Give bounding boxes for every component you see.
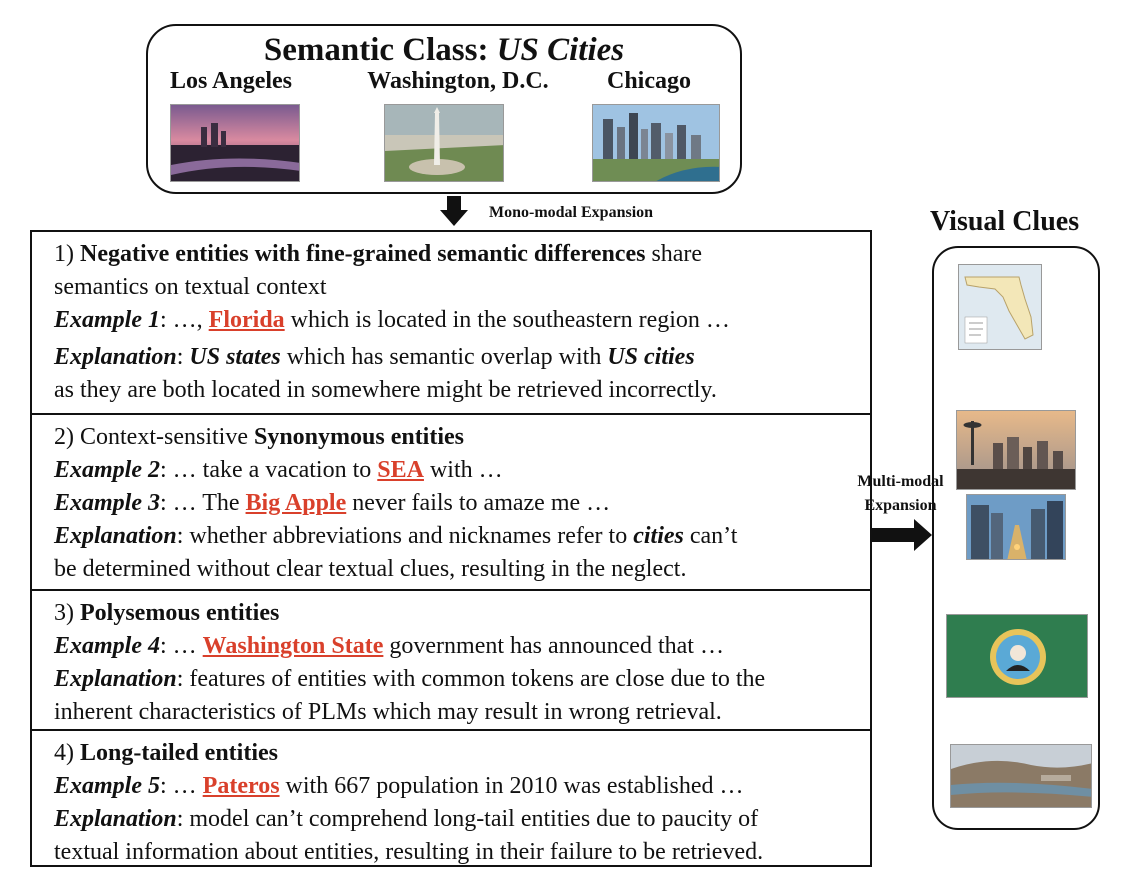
city-label-chicago: Chicago: [607, 68, 691, 94]
entity-pateros: Pateros: [202, 773, 280, 799]
chicago-photo: [592, 104, 720, 182]
section-synonymous-entities: [32, 415, 870, 589]
right-arrow-icon: [914, 519, 932, 551]
entity-sea: SEA: [377, 457, 424, 483]
section-3-explanation-cont: inherent characteristics of PLMs which may result in wrong retrieval.: [54, 699, 722, 725]
section-negative-entities: [32, 232, 870, 413]
section-1-heading-cont: semantics on textual context: [54, 274, 327, 300]
section-1-example-1: Example 1: …, Florida which is located in the southeastern region …: [54, 307, 730, 333]
section-2-explanation-cont: be determined without clear textual clues, resulting in the neglect.: [54, 556, 687, 582]
multi-modal-expansion-label: Multi-modal Expansion: [857, 473, 944, 514]
entity-big-apple: Big Apple: [245, 490, 347, 516]
mono-modal-expansion-label: Mono-modal Expansion: [489, 204, 654, 221]
semantic-class-box: [146, 24, 742, 194]
visual-clues-title: Visual Clues: [930, 206, 1080, 237]
section-3-explanation: Explanation: features of entities with common tokens are close due to the: [54, 666, 766, 692]
section-1-explanation: Explanation: US states which has semantic overlap with US cities: [54, 344, 695, 370]
section-polysemous-entities: [32, 591, 870, 729]
seattle-skyline-image: [956, 410, 1076, 490]
section-2-explanation: Explanation: whether abbreviations and nicknames refer to cities can’t: [54, 523, 738, 549]
section-4-example-5: Example 5: … Pateros with 667 population in 2010 was established …: [54, 773, 744, 799]
section-3-heading: 3) Polysemous entities: [54, 600, 280, 626]
section-4-heading: 4) Long-tailed entities: [54, 740, 278, 766]
washington-flag-image: [946, 614, 1088, 698]
section-long-tailed-entities: [32, 731, 870, 867]
section-3-example-4: Example 4: … Washington State government has announced that …: [54, 633, 724, 659]
section-2-heading: 2) Context-sensitive Synonymous entities: [54, 424, 465, 450]
washington-photo: [384, 104, 504, 182]
los-angeles-photo: [170, 104, 300, 182]
down-arrow-stem: [447, 196, 461, 210]
section-2-example-2: Example 2: … take a vacation to SEA with …: [54, 457, 503, 483]
pateros-landscape-image: [950, 744, 1092, 808]
right-arrow-stem: [870, 528, 916, 542]
section-1-heading: 1) Negative entities with fine-grained semantic differences share: [54, 241, 703, 267]
entity-florida: Florida: [208, 307, 285, 333]
entity-washington-state: Washington State: [202, 633, 384, 659]
semantic-class-title: Semantic Class: US Cities: [263, 32, 625, 68]
new-york-street-image: [966, 494, 1066, 560]
florida-map-image: [958, 264, 1042, 350]
section-2-example-3: Example 3: … The Big Apple never fails to amaze me …: [54, 490, 611, 516]
section-4-explanation-cont: textual information about entities, resulting in their failure to be retrieved.: [54, 839, 764, 865]
city-label-los-angeles: Los Angeles: [169, 68, 292, 94]
down-arrow-icon: [440, 210, 468, 226]
section-1-explanation-cont: as they are both located in somewhere might be retrieved incorrectly.: [54, 377, 717, 403]
section-4-explanation: Explanation: model can’t comprehend long-tail entities due to paucity of: [54, 806, 759, 832]
city-label-washington: Washington, D.C.: [367, 68, 549, 94]
failure-cases-box: [30, 230, 872, 867]
